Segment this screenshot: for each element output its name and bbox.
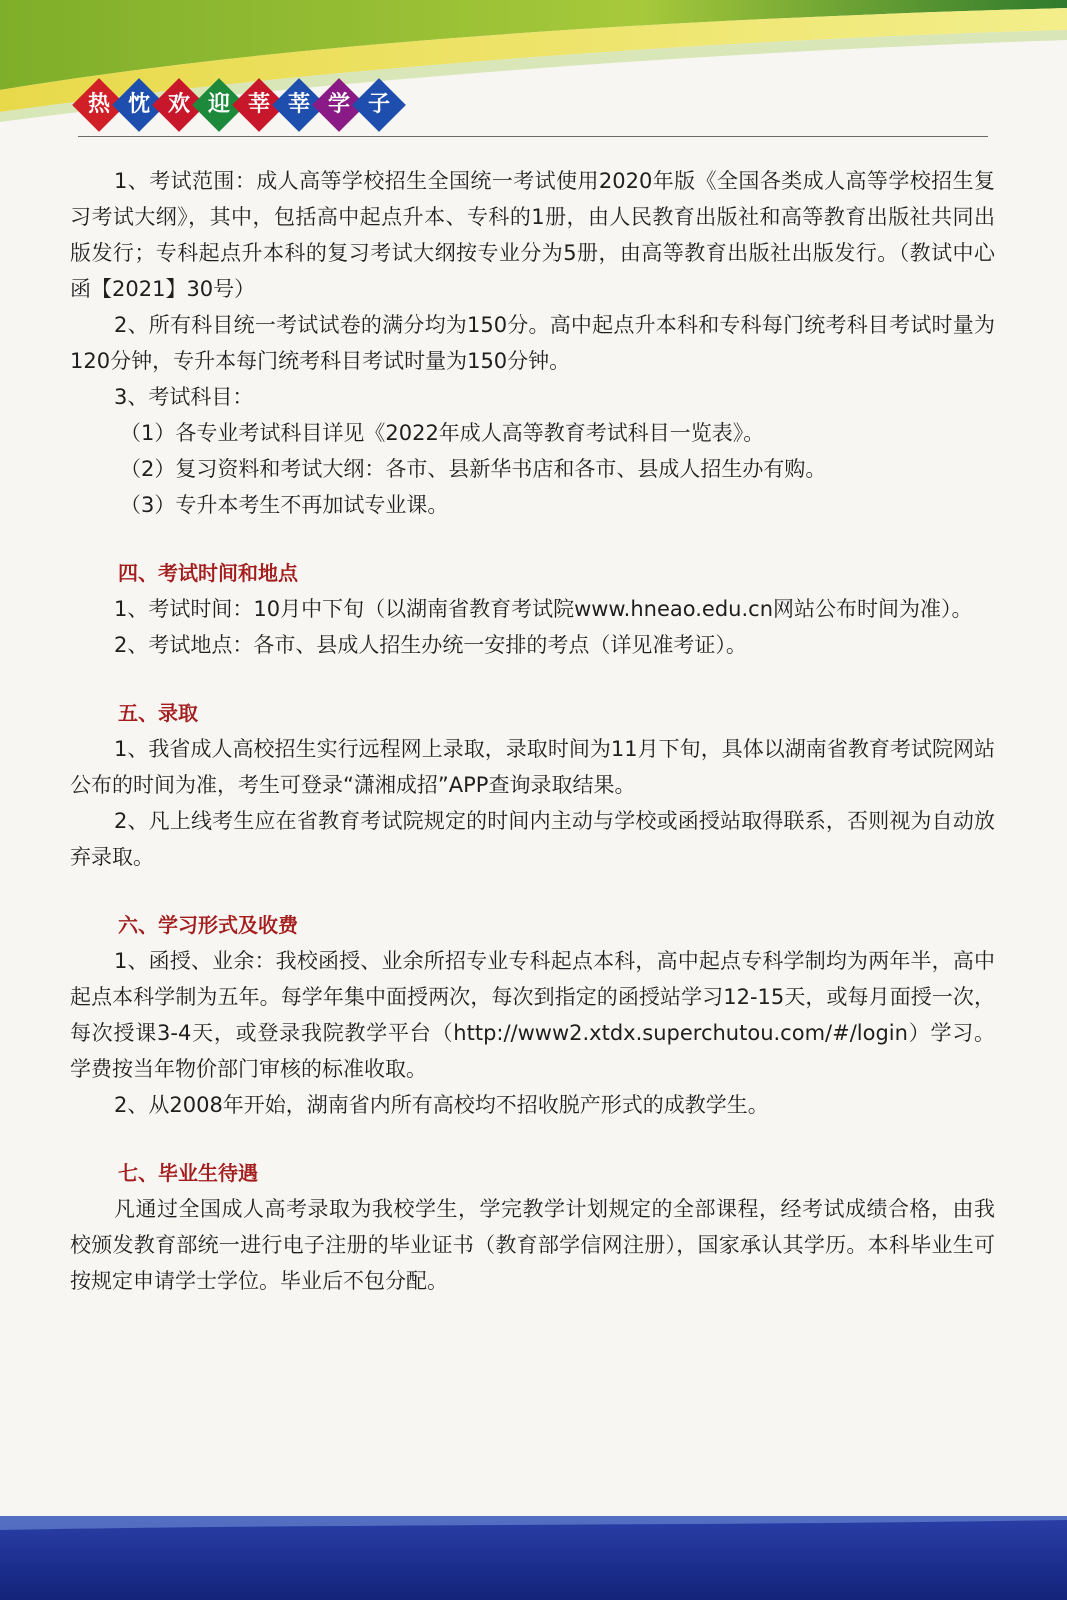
badge-char: 迎 xyxy=(207,92,230,117)
exam-subjects-item: （3）专升本考生不再加试专业课。 xyxy=(120,493,449,517)
badge-char: 莘 xyxy=(247,92,270,117)
graduate-paragraph: 凡通过全国成人高考录取为我校学生，学完教学计划规定的全部课程，经考试成绩合格，由我校颁发教育部统一进行电子注册的毕业证书（教育部学信网注册），国家承认其学历。本科毕业生可按规定申请学士学位。毕业后不包分配。 xyxy=(70,1197,995,1293)
exam-place-paragraph: 2、考试地点：各市、县成人招生办统一安排的考点（详见准考证）。 xyxy=(114,633,747,657)
footer-banner xyxy=(0,1516,1067,1600)
exam-scope-paragraph: 1、考试范围：成人高等学校招生全国统一考试使用2020年版《全国各类成人高等学校招生复习考试大纲》，其中，包括高中起点升本、专科的1册，由人民教育出版社和高等教育出版社共同出版发行；专科起点升本科的复习考试大纲按专业分为5册，由高等教育出版社出版发行。（教试中心函【2021】30号） xyxy=(70,169,995,301)
section-title-study-fees: 六、学习形式及收费 xyxy=(118,913,298,937)
exam-subjects-item: （1）各专业考试科目详见《2022年成人高等教育考试科目一览表》。 xyxy=(120,421,765,445)
section-title-admission: 五、录取 xyxy=(118,701,198,725)
exam-subjects-item: （2）复习资料和考试大纲：各市、县新华书店和各市、县成人招生办有购。 xyxy=(120,457,827,481)
study-fees-paragraph-2: 2、从2008年开始，湖南省内所有高校均不招收脱产形式的成教学生。 xyxy=(114,1093,769,1117)
badge-char: 热 xyxy=(87,92,110,117)
badge-char: 学 xyxy=(327,92,350,117)
badge-char: 子 xyxy=(367,92,390,117)
badge-char: 莘 xyxy=(287,92,310,117)
document-body xyxy=(70,163,995,1299)
exam-score-paragraph: 2、所有科目统一考试试卷的满分均为150分。高中起点升本科和专科每门统考科目考试时量为120分钟，专升本每门统考科目考试时量为150分钟。 xyxy=(70,313,995,373)
header-divider xyxy=(78,136,988,137)
section-title-graduate: 七、毕业生待遇 xyxy=(118,1161,258,1185)
section-title-exam-time: 四、考试时间和地点 xyxy=(118,561,298,585)
exam-time-paragraph: 1、考试时间：10月中下旬（以湖南省教育考试院www.hneao.edu.cn网站公布时间为准）。 xyxy=(114,597,973,621)
badge-char: 欢 xyxy=(167,92,190,117)
admission-paragraph-1: 1、我省成人高校招生实行远程网上录取，录取时间为11月下旬，具体以湖南省教育考试院网站公布的时间为准，考生可登录“潇湘成招”APP查询录取结果。 xyxy=(70,737,995,797)
study-fees-paragraph-1: 1、函授、业余：我校函授、业余所招专业专科起点本科，高中起点专科学制均为两年半，高中起点本科学制为五年。每学年集中面授两次，每次到指定的函授站学习12-15天，或每月面授一次，每次授课3-4天，或登录我院教学平台（http://www2.xtdx.superchutou.com/#/login）学习。学费按当年物价部门审核的标准收取。 xyxy=(70,949,995,1081)
admission-paragraph-2: 2、凡上线考生应在省教育考试院规定的时间内主动与学校或函授站取得联系，否则视为自动放弃录取。 xyxy=(70,809,995,869)
badge-char: 忱 xyxy=(127,92,150,117)
exam-subjects-heading: 3、考试科目： xyxy=(114,385,254,409)
